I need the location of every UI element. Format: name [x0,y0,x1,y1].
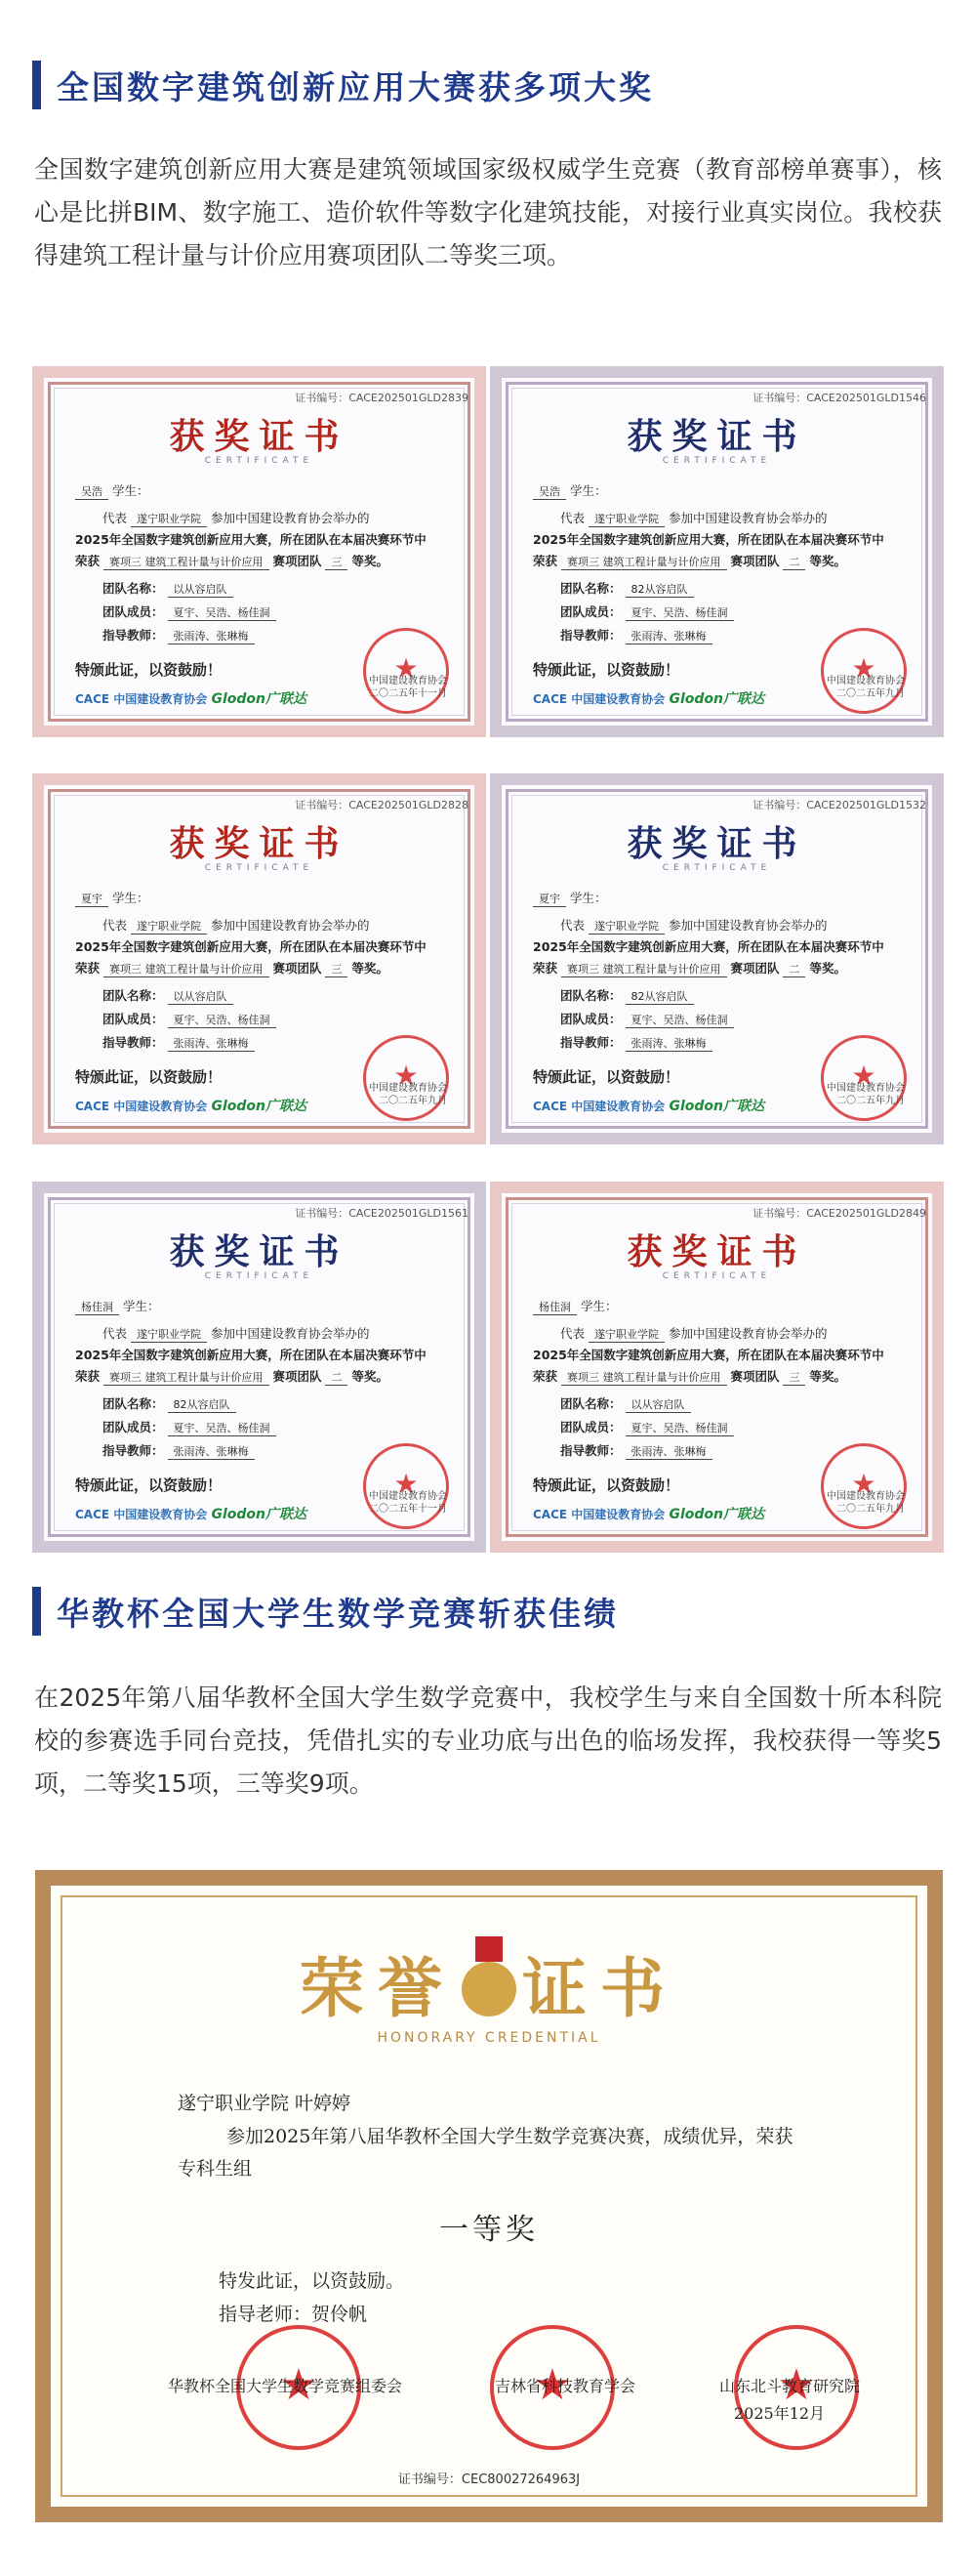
represent-line: 代表 遂宁职业学院 参加中国建设教育协会举办的 [102,1326,370,1341]
certificate-subtitle: CERTIFICATE [204,863,314,873]
award-certificate [32,773,486,1144]
certificate-subtitle: CERTIFICATE [662,863,772,873]
student-line: 杨佳洞 学生： [75,1297,457,1315]
sponsor-logos [75,1096,306,1115]
certificate-number: 证书编号：CACE202501GLD2849 [752,1207,926,1220]
cace-logo: CACE 中国建设教育协会 [533,1508,666,1521]
represent-line: 代表 遂宁职业学院 参加中国建设教育协会举办的 [102,511,370,525]
glodon-logo: Glodon广联达 [211,691,306,707]
glodon-logo: Glodon广联达 [211,1099,306,1114]
certificate-footer: 特颁此证，以资鼓励！ [75,1068,223,1086]
sponsor-logos [75,1504,306,1523]
honorary-certificate [35,1870,943,2522]
represent-line: 代表 遂宁职业学院 参加中国建设教育协会举办的 [560,918,828,933]
section-accent-bar [32,61,41,109]
student-line: 夏宇 学生： [75,889,457,907]
certificate-title: 获奖证书 [169,416,349,457]
recipient: 遂宁职业学院 叶婷婷 [178,2093,351,2114]
student-line: 吴浩 学生： [533,481,915,500]
award-certificate [32,366,486,737]
award-line: 荣获 赛项三 建筑工程计量与计价应用 赛项团队 二 等奖。 [75,1369,388,1384]
sponsor-logos [533,1096,764,1115]
certificate-title [51,1936,927,2029]
student-line: 杨佳洞 学生： [533,1297,915,1315]
certificate-number: 证书编号：CACE202501GLD2839 [295,392,468,404]
represent-line: 代表 遂宁职业学院 参加中国建设教育协会举办的 [560,511,828,525]
issue-date: 2025年12月 [734,2404,826,2423]
team-name-line: 团队名称： 以从容启队 [102,579,457,598]
team-members-line: 团队成员： 夏宇、吴浩、杨佳洞 [102,1010,457,1028]
organizer-2: 吉林省科技教育学会 [495,2377,636,2395]
issue-text: 特发此证，以资鼓励。 [219,2270,405,2292]
award-body-line1: 参加2025年第八届华教杯全国大学生数学竞赛决赛，成绩优异，荣获 [226,2126,793,2147]
award-certificate [32,1182,486,1553]
student-line: 夏宇 学生： [533,889,915,907]
team-members-line: 团队成员： 夏宇、吴浩、杨佳洞 [560,1418,915,1436]
red-seal-icon [363,628,449,714]
red-seal-icon [821,1443,907,1529]
certificate-footer: 特颁此证，以资鼓励！ [75,1476,223,1494]
section-title: 全国数字建筑创新应用大赛获多项大奖 [57,67,654,106]
team-members-line: 团队成员： 夏宇、吴浩、杨佳洞 [560,602,915,621]
award-line: 荣获 赛项三 建筑工程计量与计价应用 赛项团队 三 等奖。 [533,1369,846,1384]
team-name-line: 团队名称： 82从容启队 [560,986,915,1005]
represent-line: 代表 遂宁职业学院 参加中国建设教育协会举办的 [102,918,370,933]
cace-logo: CACE 中国建设教育协会 [75,1508,208,1521]
teacher: 指导老师：贺伶帆 [219,2304,368,2325]
certificate-paper [51,1886,927,2507]
section-title: 华教杯全国大学生数学竞赛斩获佳绩 [57,1594,619,1633]
certificate-title: 获奖证书 [627,823,807,864]
certificate-footer: 特颁此证，以资鼓励！ [533,661,680,679]
teachers-line: 指导教师： 张雨涛、张琳梅 [102,1441,457,1460]
certificate-subtitle: HONORARY CREDENTIAL [377,2030,601,2046]
organizer-1: 华教杯全国大学生数学竞赛组委会 [168,2377,403,2395]
glodon-logo: Glodon广联达 [669,1507,764,1522]
certificate-title: 获奖证书 [169,1231,349,1272]
award-line: 荣获 赛项三 建筑工程计量与计价应用 赛项团队 二 等奖。 [533,961,846,976]
certificate-number: 证书编号：CACE202501GLD1532 [752,799,926,811]
red-seal-icon [821,1035,907,1121]
represent-line: 代表 遂宁职业学院 参加中国建设教育协会举办的 [560,1326,828,1341]
teachers-line: 指导教师： 张雨涛、张琳梅 [560,626,915,644]
teachers-line: 指导教师： 张雨涛、张琳梅 [560,1441,915,1460]
sponsor-logos [533,1504,764,1523]
certificate-title: 获奖证书 [627,1231,807,1272]
red-seal-icon [363,1443,449,1529]
red-seal-icon [821,628,907,714]
sponsor-logos [533,688,764,708]
issuer: 中国建设教育协会 二〇二五年九月 [827,676,905,699]
issuer: 中国建设教育协会 二〇二五年十一月 [369,676,447,699]
teachers-line: 指导教师： 张雨涛、张琳梅 [102,626,457,644]
team-members-line: 团队成员： 夏宇、吴浩、杨佳洞 [102,1418,457,1436]
cace-logo: CACE 中国建设教育协会 [533,1100,666,1113]
glodon-logo: Glodon广联达 [669,691,764,707]
certificate-subtitle: CERTIFICATE [662,1271,772,1281]
certificate-title-left: 荣誉 [300,1950,456,2026]
team-name-line: 团队名称： 以从容启队 [560,1394,915,1413]
certificate-footer: 特颁此证，以资鼓励！ [533,1476,680,1494]
medal-icon [462,1962,516,2016]
competition-line: 2025年全国数字建筑创新应用大赛，所在团队在本届决赛环节中 [533,939,884,954]
certificate-title: 获奖证书 [169,823,349,864]
red-seal-icon [363,1035,449,1121]
teachers-line: 指导教师： 张雨涛、张琳梅 [102,1033,457,1052]
certificate-number: 证书编号：CACE202501GLD1561 [295,1207,468,1220]
issuer: 中国建设教育协会 二〇二五年十一月 [369,1491,447,1515]
certificate-footer: 特颁此证，以资鼓励！ [533,1068,680,1086]
section-header-math [32,1587,619,1636]
cace-logo: CACE 中国建设教育协会 [75,692,208,706]
certificate-number: 证书编号：CACE202501GLD1546 [752,392,926,404]
section-paragraph: 全国数字建筑创新应用大赛是建筑领域国家级权威学生竞赛（教育部榜单赛事），核心是比拼BIM、数字施工、造价软件等数字化建筑技能，对接行业真实岗位。我校获得建筑工程计量与计价应用赛项团队二等奖三项。 [34,155,942,270]
issuer: 中国建设教育协会 二〇二五年九月 [827,1083,905,1106]
student-line: 吴浩 学生： [75,481,457,500]
award-certificate [490,1182,944,1553]
team-members-line: 团队成员： 夏宇、吴浩、杨佳洞 [560,1010,915,1028]
team-name-line: 团队名称： 82从容启队 [102,1394,457,1413]
competition-line: 2025年全国数字建筑创新应用大赛，所在团队在本届决赛环节中 [75,532,427,547]
prize-level: 一等奖 [439,2213,539,2247]
glodon-logo: Glodon广联达 [669,1099,764,1114]
award-certificate [490,366,944,737]
team-name-line: 团队名称： 82从容启队 [560,579,915,598]
teachers-line: 指导教师： 张雨涛、张琳梅 [560,1033,915,1052]
competition-line: 2025年全国数字建筑创新应用大赛，所在团队在本届决赛环节中 [533,1348,884,1362]
issuer: 中国建设教育协会 二〇二五年九月 [369,1083,447,1106]
cace-logo: CACE 中国建设教育协会 [533,692,666,706]
certificate-title: 获奖证书 [627,416,807,457]
certificate-footer: 特颁此证，以资鼓励！ [75,661,223,679]
certificate-subtitle: CERTIFICATE [204,1271,314,1281]
award-body-line2: 专科生组 [178,2158,253,2180]
section-paragraph: 在2025年第八届华教杯全国大学生数学竞赛中，我校学生与来自全国数十所本科院校的参赛选手同台竞技，凭借扎实的专业功底与出色的临场发挥，我校获得一等奖5项，二等奖15项，三等奖9项。 [34,1683,942,1798]
issuer: 中国建设教育协会 二〇二五年九月 [827,1491,905,1515]
sponsor-logos [75,688,306,708]
award-line: 荣获 赛项三 建筑工程计量与计价应用 赛项团队 三 等奖。 [75,554,388,568]
award-certificate [490,773,944,1144]
certificate-subtitle: CERTIFICATE [662,456,772,466]
competition-line: 2025年全国数字建筑创新应用大赛，所在团队在本届决赛环节中 [533,532,884,547]
section-accent-bar [32,1587,41,1636]
organizer-3: 山东北斗教育研究院 [719,2377,861,2395]
section-header-architecture [32,61,654,109]
certificate-number: 证书编号：CACE202501GLD2828 [295,799,468,811]
competition-line: 2025年全国数字建筑创新应用大赛，所在团队在本届决赛环节中 [75,1348,427,1362]
competition-line: 2025年全国数字建筑创新应用大赛，所在团队在本届决赛环节中 [75,939,427,954]
award-line: 荣获 赛项三 建筑工程计量与计价应用 赛项团队 三 等奖。 [75,961,388,976]
team-name-line: 团队名称： 以从容启队 [102,986,457,1005]
team-members-line: 团队成员： 夏宇、吴浩、杨佳洞 [102,602,457,621]
glodon-logo: Glodon广联达 [211,1507,306,1522]
award-line: 荣获 赛项三 建筑工程计量与计价应用 赛项团队 二 等奖。 [533,554,846,568]
certificate-title-right: 证书 [522,1950,678,2026]
certificate-subtitle: CERTIFICATE [204,456,314,466]
certificate-number: 证书编号：CEC80027264963J [397,2472,581,2487]
cace-logo: CACE 中国建设教育协会 [75,1100,208,1113]
